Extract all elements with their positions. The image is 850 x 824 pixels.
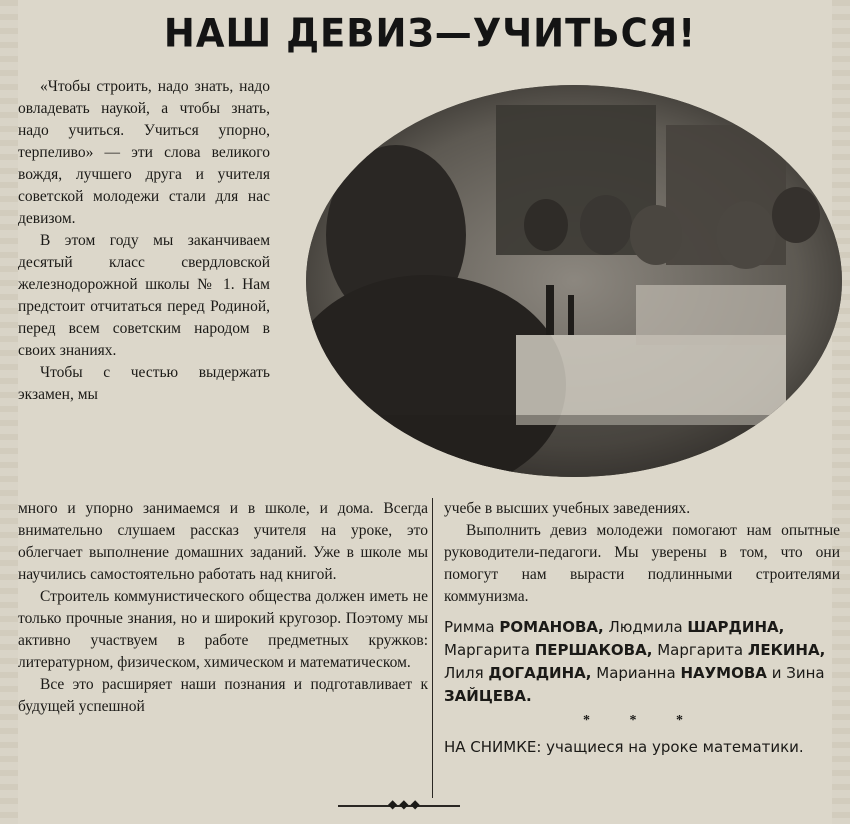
intro-paragraph: «Чтобы строить, надо знать, надо овладевать наукой, а чтобы знать, надо учиться. Учиться упорно, терпеливо» — эти слова великого вождя, лучшего друга и учителя советской молодежи стали для нас девизом. xyxy=(18,78,270,227)
signature-last-name: РОМАНОВА, xyxy=(499,618,604,636)
signature-first-name: и Зина xyxy=(771,664,825,682)
signature-last-name: ДОГАДИНА, xyxy=(488,664,592,682)
signature-last-name: ЛЕКИНА, xyxy=(747,641,826,659)
left-page-edge xyxy=(0,0,18,824)
classroom-photo xyxy=(306,85,842,477)
paragraph-4: Строитель коммунистического общества должен иметь не только прочные знания, но и широкий кругозор. Поэтому мы активно участвуем в работе предметных кружков: литературном, физическом, химическом и математическом. xyxy=(18,588,428,671)
paragraph-5: Все это расширяет наши познания и подготавливает к будущей успешной xyxy=(18,676,428,715)
paragraph-6: Выполнить девиз молодежи помогают нам опытные руководители-педагоги. Мы уверены в том, что они помогут нам вырасти подлинными строителями коммунизма. xyxy=(444,522,840,605)
paragraph-2: В этом году мы заканчиваем десятый класс свердловской железнодорожной школы № 1. Нам предстоит отчитаться перед Родиной, перед всем советским народом в своих знаниях. xyxy=(18,232,270,359)
headline: НАШ ДЕВИЗ—УЧИТЬСЯ! xyxy=(163,10,697,57)
signature-last-name: ШАРДИНА, xyxy=(687,618,785,636)
article-column-bottom-left xyxy=(18,498,428,718)
signature-last-name: НАУМОВА xyxy=(680,664,767,682)
signature-first-name: Лиля xyxy=(444,664,484,682)
photo-caption: НА СНИМКЕ: учащиеся на уроке математики. xyxy=(444,738,804,756)
signature-first-name: Маргарита xyxy=(657,641,744,659)
separator-stars: * * * xyxy=(583,713,701,728)
paragraph-5-continued: учебе в высших учебных заведениях. xyxy=(444,500,691,517)
signature-first-name: Маргарита xyxy=(444,641,530,659)
signature-last-name: ПЕРШАКОВА, xyxy=(534,641,653,659)
signatures-block xyxy=(444,616,840,708)
paragraph-3-continued: много и упорно занимаемся и в школе, и дома. Всегда внимательно слушаем рассказ учителя на уроке, это облегчает выполнение домашних заданий. Уже в школе мы научились самостоятельно работать над книгой. xyxy=(18,500,428,583)
paragraph-3-start: Чтобы с честью выдержать экзамен, мы xyxy=(18,364,270,403)
signature-first-name: Людмила xyxy=(608,618,683,636)
bottom-ornament-icon: ◆◆◆ xyxy=(388,797,422,811)
signature-first-name: Римма xyxy=(444,618,495,636)
signature-last-name: ЗАЙЦЕВА. xyxy=(444,687,532,705)
signature-first-name: Марианна xyxy=(596,664,676,682)
classroom-photo-image xyxy=(306,85,842,477)
article-column-top xyxy=(18,76,270,406)
article-column-bottom-right xyxy=(444,498,840,758)
column-divider xyxy=(432,498,433,798)
